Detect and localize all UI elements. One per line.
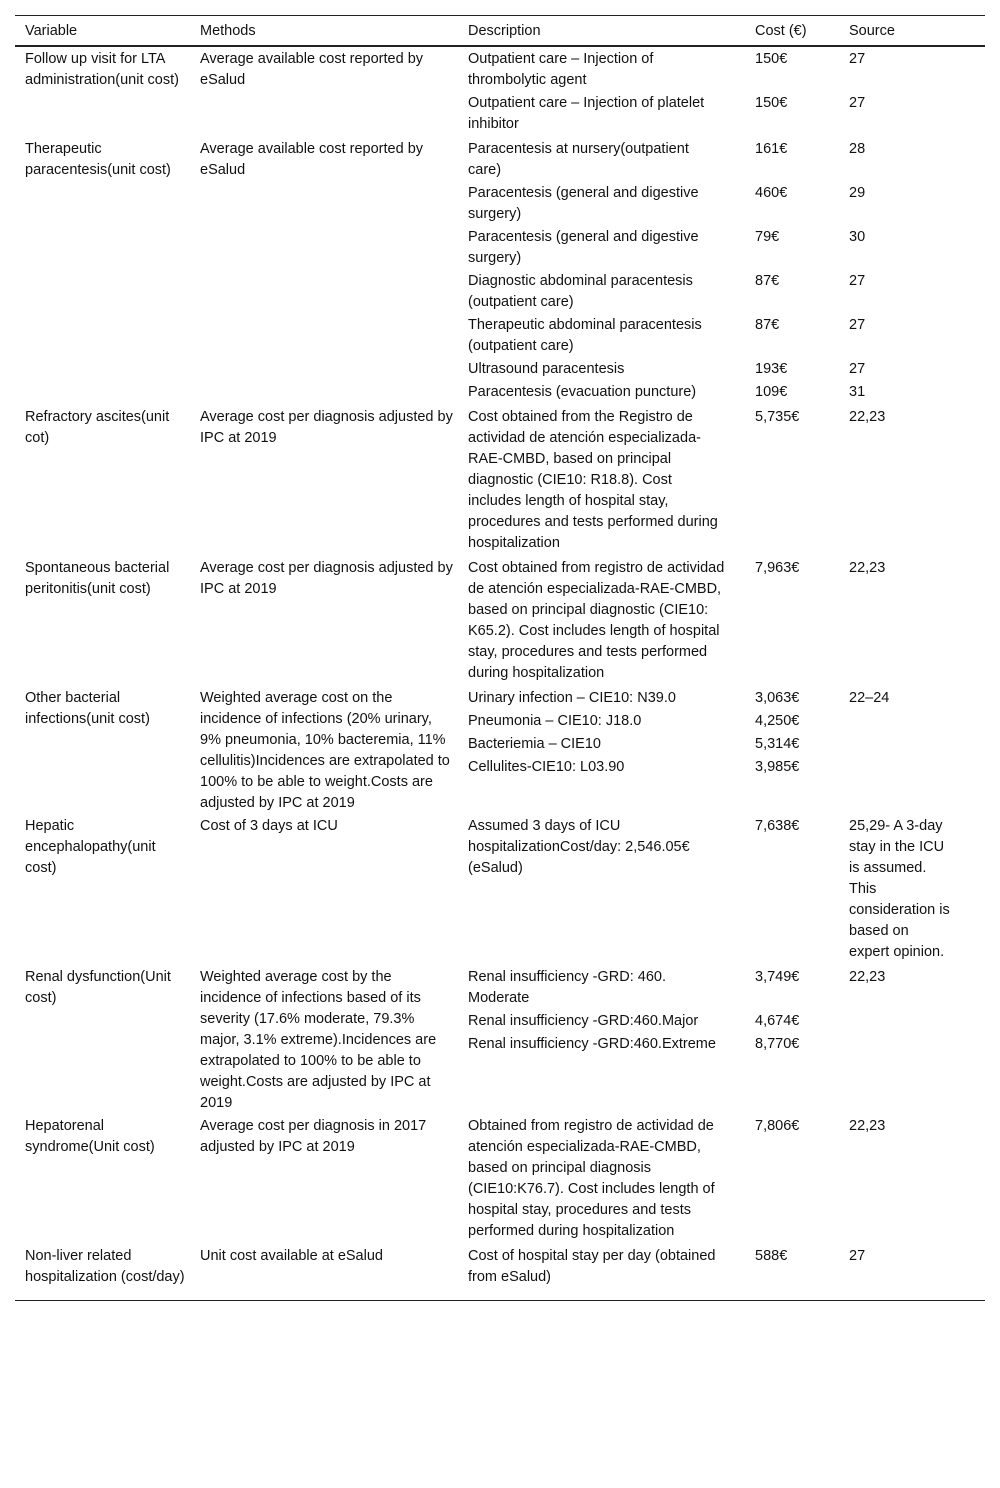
methods-cell: Weighted average cost on the incidence of infections (20% urinary, 9% pneumonia, 10% bacteremia, 11% cellulitis)Incidences are extrapolated to 100% to be able to weight.Costs are adjusted by IPC at 2019 bbox=[200, 690, 450, 811]
variable-cell: Therapeutic paracentesis(unit cost) bbox=[25, 141, 171, 178]
description-cell: Outpatient care – Injection of platelet inhibitor bbox=[468, 95, 705, 132]
cost-cell: 3,749€ bbox=[755, 969, 800, 985]
description-cell: Outpatient care – Injection of thrombolytic agent bbox=[468, 51, 654, 88]
description-cell: Pneumonia – CIE10: J18.0 bbox=[468, 713, 642, 729]
source-cell: 22,23 bbox=[849, 409, 886, 425]
cost-table bbox=[15, 15, 985, 1301]
source-cell: 22,23 bbox=[849, 1118, 886, 1134]
methods-cell: Cost of 3 days at ICU bbox=[200, 818, 338, 834]
cost-cell: 7,638€ bbox=[755, 818, 800, 834]
description-cell: Assumed 3 days of ICU hospitalizationCost/day: 2,546.05€ (eSalud) bbox=[468, 818, 690, 876]
source-cell: 28 bbox=[849, 141, 866, 157]
description-cell: Paracentesis (general and digestive surgery) bbox=[468, 185, 699, 222]
methods-cell: Average cost per diagnosis adjusted by IPC at 2019 bbox=[200, 560, 453, 597]
source-cell bbox=[849, 711, 975, 732]
source-cell bbox=[849, 1011, 975, 1032]
cost-cell: 109€ bbox=[755, 384, 788, 400]
variable-cell: Follow up visit for LTA administration(unit cost) bbox=[25, 51, 179, 88]
items-list bbox=[468, 1246, 975, 1290]
cost-cell: 150€ bbox=[755, 95, 788, 111]
items-list bbox=[468, 139, 975, 405]
description-cell: Cost of hospital stay per day (obtained from eSalud) bbox=[468, 1248, 716, 1285]
methods-cell: Weighted average cost by the incidence of infections based of its severity (17.6% moderate, 79.3% major, 3.1% extreme).Incidences are extrapolated to 100% to be able to weight.Costs are adjusted by IPC at 2019 bbox=[200, 969, 437, 1111]
description-cell: Diagnostic abdominal paracentesis (outpatient care) bbox=[468, 273, 693, 310]
cost-cell: 87€ bbox=[755, 317, 780, 333]
list-item bbox=[468, 359, 975, 382]
table-header bbox=[15, 16, 985, 47]
table-body bbox=[15, 47, 985, 1300]
methods-cell: Average available cost reported by eSalud bbox=[200, 141, 424, 178]
cost-cell: 161€ bbox=[755, 141, 788, 157]
header-methods: Methods bbox=[200, 23, 256, 39]
list-item bbox=[468, 271, 975, 315]
description-cell: Cost obtained from the Registro de actividad de atención especializada-RAE-CMBD, based on principal diagnostic (CIE10: R18.8). Cost includes length of hospital stay, procedures and tests performed during hospitalization bbox=[468, 409, 718, 551]
items-list bbox=[468, 1116, 975, 1244]
variable-cell: Renal dysfunction(Unit cost) bbox=[25, 969, 171, 1006]
source-cell: 29 bbox=[849, 185, 866, 201]
table-row bbox=[15, 47, 985, 137]
description-cell: Paracentesis (general and digestive surgery) bbox=[468, 229, 699, 266]
variable-cell: Hepatorenal syndrome(Unit cost) bbox=[25, 1118, 155, 1155]
items-list bbox=[468, 967, 975, 1114]
list-item bbox=[468, 967, 975, 1011]
table-row bbox=[15, 556, 985, 686]
description-cell: Obtained from registro de actividad de atención especializada-RAE-CMBD, based on principal diagnosis (CIE10:K76.7). Cost includes length of hospital stay, procedures and tests performed during hospitalization bbox=[468, 1118, 715, 1239]
items-list bbox=[468, 688, 975, 814]
description-cell: Therapeutic abdominal paracentesis (outpatient care) bbox=[468, 317, 702, 354]
description-cell: Renal insufficiency -GRD:460.Major bbox=[468, 1013, 699, 1029]
cost-cell: 7,963€ bbox=[755, 560, 800, 576]
variable-cell: Non-liver related hospitalization (cost/day) bbox=[25, 1248, 185, 1285]
list-item bbox=[468, 1011, 975, 1034]
cost-cell: 193€ bbox=[755, 361, 788, 377]
description-cell: Bacteriemia – CIE10 bbox=[468, 736, 601, 752]
list-item bbox=[468, 49, 975, 93]
items-list bbox=[468, 816, 975, 965]
table-row bbox=[15, 814, 985, 965]
source-cell: 27 bbox=[849, 1248, 866, 1264]
description-cell: Paracentesis at nursery(outpatient care) bbox=[468, 141, 689, 178]
table-row bbox=[15, 965, 985, 1114]
cost-cell: 3,985€ bbox=[755, 759, 800, 775]
cost-cell: 3,063€ bbox=[755, 690, 800, 706]
header-description: Description bbox=[468, 23, 541, 39]
list-item bbox=[468, 816, 975, 965]
list-item bbox=[468, 315, 975, 359]
table-row bbox=[15, 686, 985, 814]
list-item bbox=[468, 139, 975, 183]
list-item bbox=[468, 1246, 975, 1290]
methods-cell: Average cost per diagnosis in 2017 adjusted by IPC at 2019 bbox=[200, 1118, 427, 1155]
list-item bbox=[468, 93, 975, 137]
variable-cell: Other bacterial infections(unit cost) bbox=[25, 690, 150, 727]
list-item bbox=[468, 407, 975, 556]
header-source: Source bbox=[849, 23, 895, 39]
source-cell: 27 bbox=[849, 361, 866, 377]
source-cell: 27 bbox=[849, 51, 866, 67]
list-item bbox=[468, 757, 975, 780]
list-item bbox=[468, 227, 975, 271]
source-cell: 25,29- A 3-day stay in the ICU is assumed. This consideration is based on expert opinion. bbox=[849, 818, 950, 960]
source-cell: 30 bbox=[849, 229, 866, 245]
description-cell: Renal insufficiency -GRD: 460. Moderate bbox=[468, 969, 666, 1006]
cost-cell: 4,250€ bbox=[755, 713, 800, 729]
items-list bbox=[468, 49, 975, 137]
source-cell bbox=[849, 734, 975, 755]
list-item bbox=[468, 1034, 975, 1057]
cost-cell: 4,674€ bbox=[755, 1013, 800, 1029]
methods-cell: Unit cost available at eSalud bbox=[200, 1248, 383, 1264]
description-cell: Cost obtained from registro de actividad de atención especializada-RAE-CMBD, based on principal diagnostic (CIE10: K65.2). Cost includes length of hospital stay, procedures and tests performed during hospitalization bbox=[468, 560, 725, 681]
cost-cell: 7,806€ bbox=[755, 1118, 800, 1134]
items-list bbox=[468, 558, 975, 686]
source-cell: 27 bbox=[849, 317, 866, 333]
items-list bbox=[468, 407, 975, 556]
description-cell: Renal insufficiency -GRD:460.Extreme bbox=[468, 1036, 716, 1052]
source-cell: 31 bbox=[849, 384, 866, 400]
description-cell: Urinary infection – CIE10: N39.0 bbox=[468, 690, 676, 706]
cost-cell: 588€ bbox=[755, 1248, 788, 1264]
source-cell: 22,23 bbox=[849, 969, 886, 985]
variable-cell: Refractory ascites(unit cot) bbox=[25, 409, 170, 446]
cost-cell: 87€ bbox=[755, 273, 780, 289]
cost-cell: 5,735€ bbox=[755, 409, 800, 425]
description-cell: Paracentesis (evacuation puncture) bbox=[468, 384, 697, 400]
cost-cell: 460€ bbox=[755, 185, 788, 201]
variable-cell: Hepatic encephalopathy(unit cost) bbox=[25, 818, 156, 876]
source-cell: 27 bbox=[849, 273, 866, 289]
list-item bbox=[468, 711, 975, 734]
table-row bbox=[15, 137, 985, 405]
source-cell bbox=[849, 757, 975, 778]
list-item bbox=[468, 382, 975, 405]
table-row bbox=[15, 405, 985, 556]
list-item bbox=[468, 734, 975, 757]
list-item bbox=[468, 688, 975, 711]
source-cell bbox=[849, 1034, 975, 1055]
cost-cell: 8,770€ bbox=[755, 1036, 800, 1052]
description-cell: Ultrasound paracentesis bbox=[468, 361, 625, 377]
source-cell: 22,23 bbox=[849, 560, 886, 576]
description-cell: Cellulites-CIE10: L03.90 bbox=[468, 759, 625, 775]
list-item bbox=[468, 1116, 975, 1244]
list-item bbox=[468, 183, 975, 227]
table-row bbox=[15, 1114, 985, 1244]
cost-cell: 5,314€ bbox=[755, 736, 800, 752]
source-cell: 27 bbox=[849, 95, 866, 111]
source-cell: 22–24 bbox=[849, 690, 890, 706]
header-cost: Cost (€) bbox=[755, 23, 807, 39]
cost-cell: 79€ bbox=[755, 229, 780, 245]
methods-cell: Average cost per diagnosis adjusted by IPC at 2019 bbox=[200, 409, 453, 446]
variable-cell: Spontaneous bacterial peritonitis(unit cost) bbox=[25, 560, 170, 597]
methods-cell: Average available cost reported by eSalud bbox=[200, 51, 424, 88]
cost-cell: 150€ bbox=[755, 51, 788, 67]
header-variable: Variable bbox=[25, 23, 78, 39]
table-row bbox=[15, 1244, 985, 1300]
list-item bbox=[468, 558, 975, 686]
